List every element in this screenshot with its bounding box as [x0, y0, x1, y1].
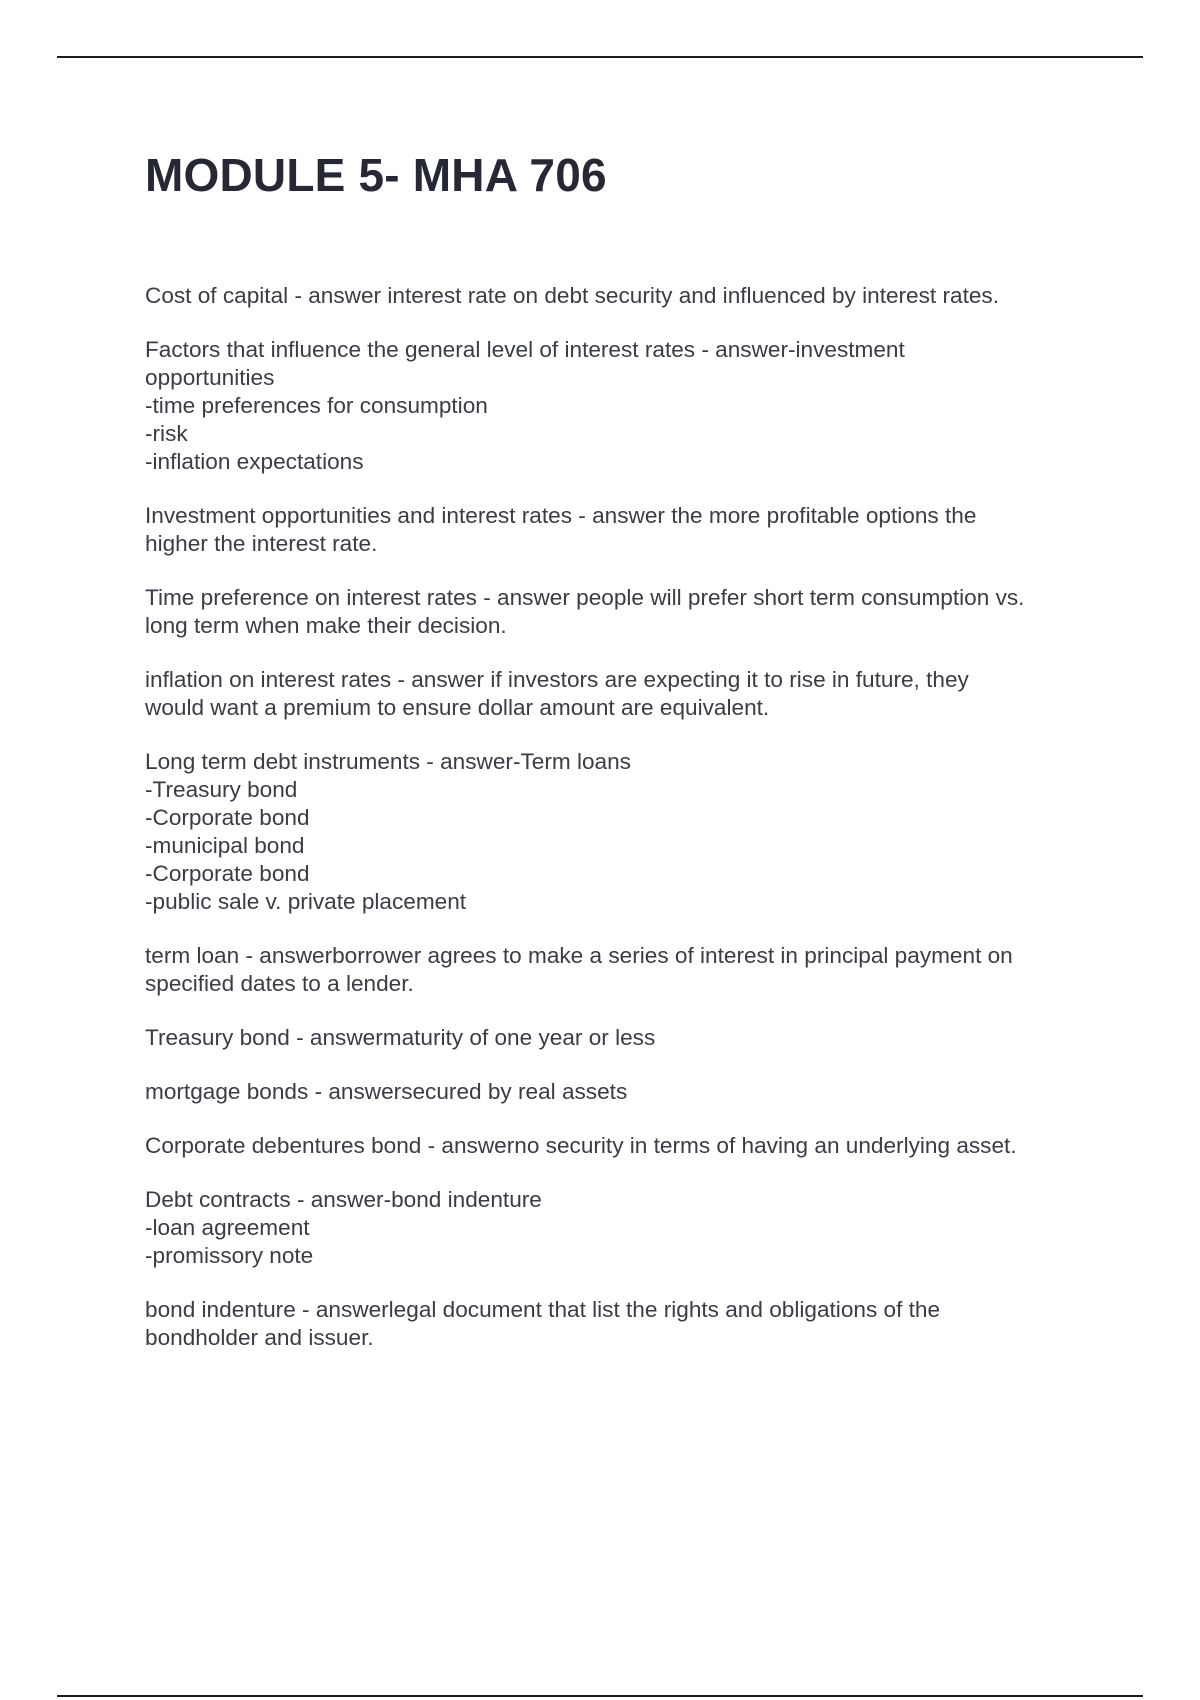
- paragraph-line: Time preference on interest rates - answer people will prefer short term consumption vs.: [145, 585, 1025, 610]
- qa-paragraph: [145, 1186, 1095, 1270]
- paragraph-line: -public sale v. private placement: [145, 889, 467, 914]
- paragraph-line: Factors that influence the general level of interest rates - answer-investment: [145, 337, 905, 362]
- qa-paragraph: [145, 1296, 1095, 1352]
- paragraph-line: Corporate debentures bond - answerno security in terms of having an underlying asset.: [145, 1133, 1017, 1158]
- qa-paragraph: [145, 942, 1095, 998]
- qa-paragraph: [145, 336, 1095, 476]
- qa-paragraph: [145, 1078, 1095, 1106]
- qa-paragraph: [145, 282, 1095, 310]
- paragraph-line: Treasury bond - answermaturity of one year or less: [145, 1025, 656, 1050]
- paragraph-line: term loan - answerborrower agrees to make a series of interest in principal payment on: [145, 943, 1013, 968]
- paragraph-line: inflation on interest rates - answer if investors are expecting it to rise in future, they: [145, 667, 969, 692]
- paragraph-line: bond indenture - answerlegal document that list the rights and obligations of the: [145, 1297, 941, 1322]
- paragraph-line: -Treasury bond: [145, 777, 298, 802]
- paragraph-line: -inflation expectations: [145, 449, 364, 474]
- top-divider: [57, 56, 1143, 58]
- paragraph-line: -Corporate bond: [145, 861, 310, 886]
- paragraph-line: Long term debt instruments - answer-Term loans: [145, 749, 631, 774]
- paragraph-line: opportunities: [145, 365, 275, 390]
- paragraph-line: mortgage bonds - answersecured by real assets: [145, 1079, 628, 1104]
- qa-paragraph: [145, 1024, 1095, 1052]
- paragraph-line: -Corporate bond: [145, 805, 310, 830]
- bottom-divider: [57, 1695, 1143, 1697]
- qa-paragraph: [145, 666, 1095, 722]
- paragraph-line: would want a premium to ensure dollar amount are equivalent.: [145, 695, 770, 720]
- paragraph-line: Debt contracts - answer-bond indenture: [145, 1187, 542, 1212]
- paragraph-line: Investment opportunities and interest rates - answer the more profitable options the: [145, 503, 977, 528]
- paragraph-line: long term when make their decision.: [145, 613, 507, 638]
- paragraph-line: -promissory note: [145, 1243, 314, 1268]
- qa-paragraph: [145, 748, 1095, 916]
- page-title: MODULE 5- MHA 706: [145, 149, 607, 201]
- qa-paragraph: [145, 1132, 1095, 1160]
- qa-paragraph: [145, 584, 1095, 640]
- paragraph-line: -risk: [145, 421, 188, 446]
- paragraph-line: -loan agreement: [145, 1215, 310, 1240]
- paragraph-line: higher the interest rate.: [145, 531, 378, 556]
- qa-paragraph: [145, 502, 1095, 558]
- paragraph-line: specified dates to a lender.: [145, 971, 414, 996]
- document-body: [145, 282, 1095, 1378]
- paragraph-line: -time preferences for consumption: [145, 393, 488, 418]
- paragraph-line: Cost of capital - answer interest rate on debt security and influenced by interest rates.: [145, 283, 999, 308]
- paragraph-line: bondholder and issuer.: [145, 1325, 374, 1350]
- paragraph-line: -municipal bond: [145, 833, 305, 858]
